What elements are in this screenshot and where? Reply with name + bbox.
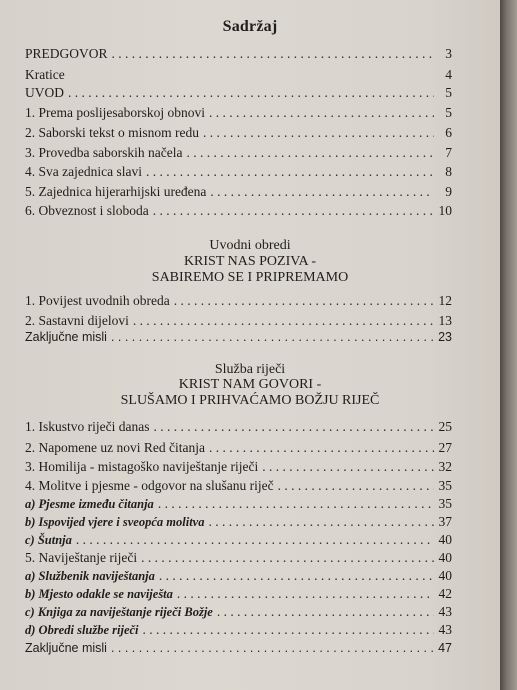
toc-entry-page: 5 [445, 105, 452, 120]
toc-entry [25, 183, 452, 200]
toc-entry [25, 104, 452, 121]
toc-entry [25, 144, 452, 161]
toc-entry-page: 25 [438, 419, 452, 434]
toc-entry [25, 603, 452, 621]
toc-entry [25, 45, 452, 62]
toc-entry-label: c) Šutnja [25, 533, 72, 547]
toc-entry [25, 585, 452, 603]
dot-leader [153, 418, 434, 435]
dot-leader [146, 163, 434, 180]
dot-leader [217, 603, 434, 620]
toc-entry [25, 567, 452, 585]
dot-leader [177, 585, 434, 602]
toc-entry-label: b) Mjesto odakle se naviješta [25, 587, 173, 601]
toc-entry-label: d) Obredi službe riječi [25, 623, 139, 637]
section-heading-line: SABIREMO SE I PRIPREMAMO [151, 270, 349, 285]
toc-entry [25, 124, 452, 141]
toc-entry-page: 12 [438, 293, 452, 308]
toc-entry-label: UVOD [25, 85, 64, 100]
toc-entry-page: 27 [438, 440, 452, 455]
toc-entry-page: 42 [438, 586, 452, 601]
toc-entry [25, 621, 452, 639]
toc-entry-label: 2. Saborski tekst o misnom redu [25, 125, 199, 140]
dot-leader [210, 183, 434, 200]
toc-entry [25, 312, 452, 329]
toc-entry-label: 4. Molitve i pjesme - odgovor na slušanu riječ [25, 478, 274, 493]
dot-leader [111, 640, 434, 657]
toc-entry-page: 4 [445, 67, 452, 82]
toc-entry-label: c) Knjiga za naviještanje riječi Božje [25, 605, 213, 619]
toc-entry-label: 1. Prema poslijesaborskoj obnovi [25, 105, 205, 120]
toc-entry [25, 495, 452, 513]
dot-leader [208, 513, 434, 530]
toc-entry-page: 47 [438, 641, 452, 655]
toc-entry [25, 163, 452, 180]
dot-leader [209, 439, 434, 456]
dot-leader [143, 621, 434, 638]
toc-entry-page: 8 [445, 164, 452, 179]
dot-leader [209, 104, 434, 121]
toc-entry-label: 3. Homilija - mistagoško naviještanje riječi [25, 459, 259, 474]
toc-entry-page: 32 [438, 459, 452, 474]
toc-entry-page: 35 [438, 478, 452, 493]
dot-leader [278, 477, 434, 494]
toc-entry-page: 40 [438, 568, 452, 583]
section-heading-line: Služba riječi [214, 362, 286, 377]
section-heading-line: SLUŠAMO I PRIHVAĆAMO BOŽJU RIJEČ [120, 393, 380, 408]
toc-entry [25, 418, 452, 435]
toc-entry-label: a) Pjesme između čitanja [25, 497, 154, 511]
toc-entry-label: b) Ispovijed vjere i sveopća molitva [25, 515, 205, 529]
toc-entry-page: 40 [438, 550, 452, 565]
toc-entry-label: PREDGOVOR [25, 46, 108, 61]
dot-leader [262, 458, 434, 475]
toc-entry-page: 7 [445, 145, 452, 160]
toc-entry [25, 439, 452, 456]
dot-leader [141, 549, 434, 566]
toc-entry-label: 5. Naviještanje riječi [25, 550, 138, 565]
section-heading-line: Uvodni obredi [209, 238, 291, 253]
section-heading-line: KRIST NAS POZIVA - [183, 254, 317, 269]
toc-entry [25, 458, 452, 475]
toc-entry [25, 202, 452, 219]
toc-entry-label: Zaključne misli [25, 330, 107, 344]
toc-entry-page: 43 [438, 622, 452, 637]
toc-entry-page: 10 [438, 203, 452, 218]
dot-leader [112, 45, 434, 62]
toc-entry-page: 43 [438, 604, 452, 619]
dot-leader [68, 84, 434, 101]
dot-leader [186, 144, 434, 161]
toc-entry [25, 292, 452, 309]
toc-entry-label: 5. Zajednica hijerarhijski uređena [25, 184, 207, 199]
toc-entry-page: 9 [445, 184, 452, 199]
toc-entry-page: 35 [438, 496, 452, 511]
dot-leader [133, 312, 434, 329]
dot-leader [76, 531, 434, 548]
toc-entry [25, 84, 452, 101]
toc-entry-page: 40 [438, 532, 452, 547]
dot-leader [111, 329, 434, 346]
toc-entry-page: 37 [438, 514, 452, 529]
toc-entry-label: a) Službenik naviještanja [25, 569, 155, 583]
toc-entry [25, 531, 452, 549]
toc-entry-label: Kratice [25, 67, 65, 82]
dot-leader [158, 495, 434, 512]
toc-entry-label: 2. Sastavni dijelovi [25, 313, 129, 328]
toc-entry-label: 2. Napomene uz novi Red čitanja [25, 440, 205, 455]
toc-entry-label: 4. Sva zajednica slavi [25, 164, 142, 179]
section-heading-line: KRIST NAM GOVORI - [178, 377, 322, 392]
toc-entry [25, 477, 452, 494]
toc-entry-page: 13 [438, 313, 452, 328]
toc-entry-page: 5 [445, 85, 452, 100]
toc-entry-page: 6 [445, 125, 452, 140]
dot-leader [174, 292, 434, 309]
toc-entry-page: 3 [445, 46, 452, 61]
toc-entry-label: 1. Povijest uvodnih obreda [25, 293, 170, 308]
page-title: Sadržaj [222, 18, 278, 35]
toc-entry-label: Zaključne misli [25, 641, 107, 655]
toc-entry-label: 6. Obveznost i sloboda [25, 203, 149, 218]
book-edge [500, 0, 517, 690]
toc-entry-label: 1. Iskustvo riječi danas [25, 419, 150, 434]
dot-leader [153, 202, 434, 219]
dot-leader [159, 567, 434, 584]
toc-entry-page: 23 [438, 330, 452, 344]
toc-entry [25, 640, 452, 657]
toc-entry [25, 513, 452, 531]
toc-entry-label: 3. Provedba saborskih načela [25, 145, 183, 160]
toc-entry [25, 66, 452, 83]
dot-leader [203, 124, 434, 141]
toc-entry [25, 549, 452, 566]
toc-entry [25, 329, 452, 346]
